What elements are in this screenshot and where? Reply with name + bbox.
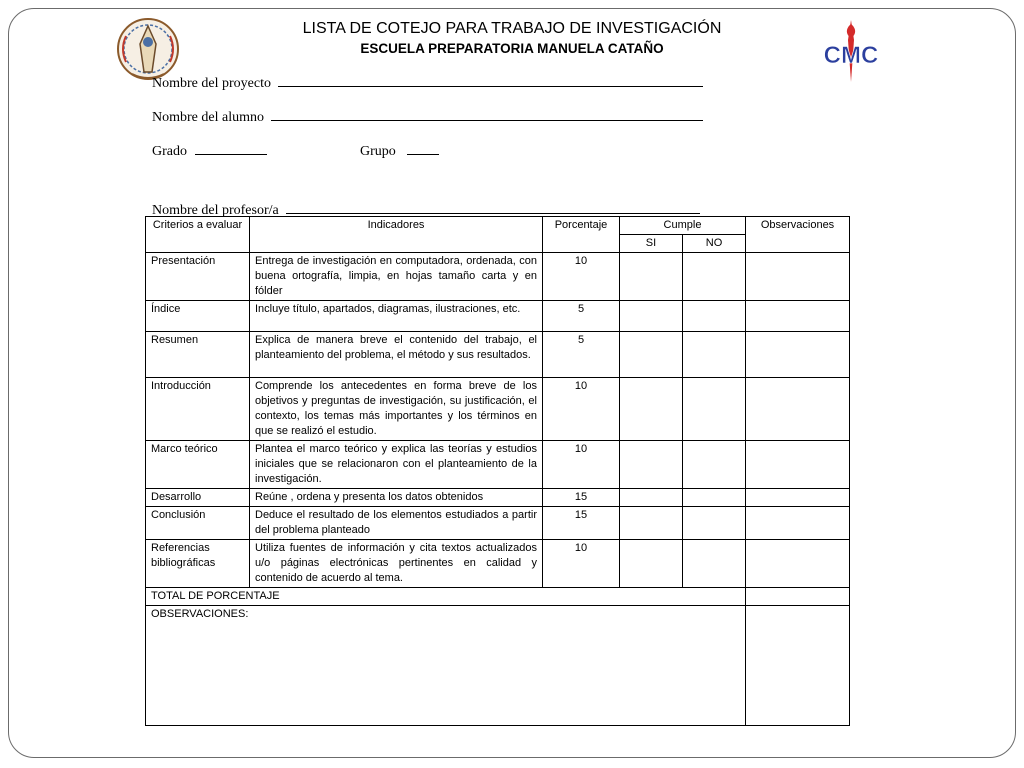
field-proyecto-line[interactable] <box>278 74 703 87</box>
indicador-cell: Comprende los antecedentes en forma breve de los objetivos y preguntas de investigación, su justificación, el contexto, los temas más importantes y los términos en que se realizó el estudio. <box>250 378 543 441</box>
header-criterios: Criterios a evaluar <box>146 217 250 253</box>
table-row <box>146 332 850 378</box>
si-checkbox-cell[interactable] <box>620 540 683 588</box>
si-checkbox-cell[interactable] <box>620 332 683 378</box>
porcentaje-cell: 15 <box>543 489 620 507</box>
criterio-cell: Conclusión <box>146 507 250 540</box>
table-row <box>146 489 850 507</box>
no-checkbox-cell[interactable] <box>683 378 746 441</box>
header-si: SI <box>620 235 683 253</box>
svg-text:CMC: CMC <box>823 42 879 69</box>
header-no: NO <box>683 235 746 253</box>
si-checkbox-cell[interactable] <box>620 441 683 489</box>
header-porcentaje: Porcentaje <box>543 217 620 253</box>
indicador-cell: Entrega de investigación en computadora, ordenada, con buena ortografía, limpia, en hojas tamaño carta y en fólder <box>250 253 543 301</box>
table-row <box>146 540 850 588</box>
porcentaje-cell: 5 <box>543 301 620 332</box>
header-observaciones: Observaciones <box>746 217 850 253</box>
observaciones-cell[interactable] <box>746 332 850 378</box>
indicador-cell: Plantea el marco teórico y explica las teorías y estudios iniciales que se relacionaron con el planteamiento de la investigación. <box>250 441 543 489</box>
field-profesor-label: Nombre del profesor/a <box>152 203 279 218</box>
si-checkbox-cell[interactable] <box>620 301 683 332</box>
field-grado-line[interactable] <box>195 142 267 155</box>
field-profesor-line[interactable] <box>286 201 700 214</box>
observaciones-cell[interactable] <box>746 489 850 507</box>
porcentaje-cell: 10 <box>543 441 620 489</box>
field-proyecto[interactable] <box>152 74 703 92</box>
si-checkbox-cell[interactable] <box>620 489 683 507</box>
table-row <box>146 441 850 489</box>
field-alumno-label: Nombre del alumno <box>152 110 264 125</box>
observaciones-cell[interactable] <box>746 301 850 332</box>
table-row <box>146 378 850 441</box>
field-grupo[interactable] <box>360 142 439 160</box>
observaciones-cell[interactable] <box>746 441 850 489</box>
no-checkbox-cell[interactable] <box>683 253 746 301</box>
table-row <box>146 301 850 332</box>
indicador-cell: Explica de manera breve el contenido del trabajo, el planteamiento del problema, el método y sus resultados. <box>250 332 543 378</box>
header-cumple: Cumple <box>620 217 746 235</box>
porcentaje-cell: 10 <box>543 253 620 301</box>
observaciones-label[interactable]: OBSERVACIONES: <box>146 606 746 726</box>
no-checkbox-cell[interactable] <box>683 301 746 332</box>
indicador-cell: Deduce el resultado de los elementos estudiados a partir del problema planteado <box>250 507 543 540</box>
criterio-cell: Marco teórico <box>146 441 250 489</box>
criterio-cell: Introducción <box>146 378 250 441</box>
criterio-cell: Referencias bibliográficas <box>146 540 250 588</box>
field-grado-label: Grado <box>152 144 187 159</box>
no-checkbox-cell[interactable] <box>683 507 746 540</box>
field-grado[interactable] <box>152 142 267 160</box>
si-checkbox-cell[interactable] <box>620 507 683 540</box>
si-checkbox-cell[interactable] <box>620 253 683 301</box>
no-checkbox-cell[interactable] <box>683 540 746 588</box>
header-indicadores: Indicadores <box>250 217 543 253</box>
observaciones-cell[interactable] <box>746 378 850 441</box>
table-header-row <box>146 217 850 235</box>
field-alumno-line[interactable] <box>271 108 703 121</box>
document-title: LISTA DE COTEJO PARA TRABAJO DE INVESTIGACIÓN <box>302 20 722 37</box>
table-row <box>146 507 850 540</box>
observaciones-row <box>146 606 850 726</box>
observaciones-cell[interactable] <box>746 253 850 301</box>
indicador-cell: Reúne , ordena y presenta los datos obtenidos <box>250 489 543 507</box>
porcentaje-cell: 10 <box>543 378 620 441</box>
criterio-cell: Presentación <box>146 253 250 301</box>
total-label: TOTAL DE PORCENTAJE <box>146 588 746 606</box>
criterio-cell: Resumen <box>146 332 250 378</box>
field-grupo-line[interactable] <box>407 142 439 155</box>
no-checkbox-cell[interactable] <box>683 489 746 507</box>
si-checkbox-cell[interactable] <box>620 378 683 441</box>
criterio-cell: Desarrollo <box>146 489 250 507</box>
table-row <box>146 253 850 301</box>
indicador-cell: Incluye título, apartados, diagramas, ilustraciones, etc. <box>250 301 543 332</box>
porcentaje-cell: 15 <box>543 507 620 540</box>
porcentaje-cell: 10 <box>543 540 620 588</box>
total-value-cell[interactable] <box>746 588 850 606</box>
indicador-cell: Utiliza fuentes de información y cita textos actualizados u/o páginas electrónicas pertinentes en calidad y contenido de acuerdo al tema. <box>250 540 543 588</box>
checklist-table <box>145 216 850 726</box>
criterio-cell: Índice <box>146 301 250 332</box>
porcentaje-cell: 5 <box>543 332 620 378</box>
total-row <box>146 588 850 606</box>
observaciones-cell[interactable] <box>746 507 850 540</box>
observaciones-cell[interactable] <box>746 540 850 588</box>
field-proyecto-label: Nombre del proyecto <box>152 76 271 91</box>
no-checkbox-cell[interactable] <box>683 332 746 378</box>
field-alumno[interactable] <box>152 108 703 126</box>
school-name: ESCUELA PREPARATORIA MANUELA CATAÑO <box>360 41 664 56</box>
observaciones-extra-cell[interactable] <box>746 606 850 726</box>
no-checkbox-cell[interactable] <box>683 441 746 489</box>
field-grupo-label: Grupo <box>360 144 396 159</box>
